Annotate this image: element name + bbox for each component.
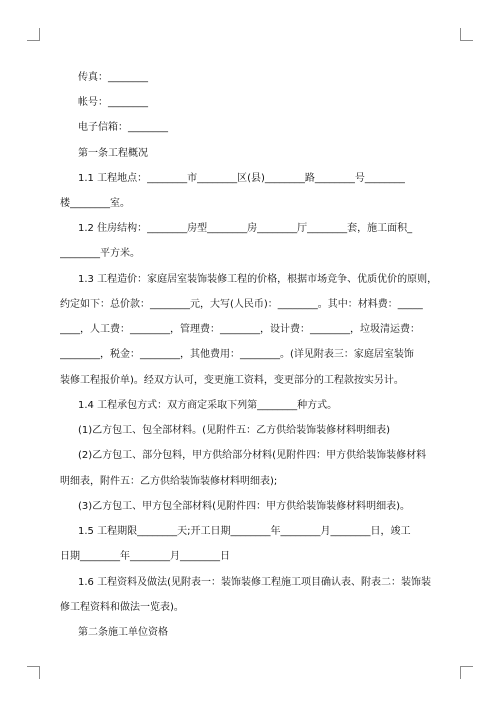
paragraph-line: 1.5 工程期限________天;开工日期________年________月________日，竣工 <box>78 526 411 537</box>
paragraph-line: 楼________室。 <box>60 198 130 209</box>
article-2-heading: 第二条施工单位资格 <box>78 627 168 638</box>
email-line: 电子信箱：________ <box>78 122 168 133</box>
paragraph-line: ________平方米。 <box>60 248 140 259</box>
paragraph-line: 1.3 工程造价：家庭居室装饰装修工程的价格，根据市场竞争、优质优价的原则， <box>78 274 438 285</box>
paragraph-line: 修工程资料和做法一览表)。 <box>60 602 184 613</box>
paragraph-line: 1.6 工程资料及做法(见附表一：装饰装修工程施工项目确认表、附表二：装饰装 <box>78 577 431 588</box>
crop-mark-top-right <box>460 28 473 41</box>
paragraph-line: 1.4 工程承包方式：双方商定采取下列第________种方式。 <box>78 400 338 411</box>
paragraph-line: ________，税金：________，其他费用：________。(详见附表三：家庭居室装饰 <box>60 349 414 360</box>
paragraph-line: 1.2 住房结构：________房型________房________厅________套，施工面积_ <box>78 223 413 234</box>
paragraph-line: (2)乙方包工、部分包料，甲方供给部分材料(见附件四：甲方供给装饰装修材料 <box>78 450 427 461</box>
paragraph-line: 约定如下：总价款：________元，大写(人民币)：________。其中：材料费：_____ <box>60 299 423 310</box>
paragraph-line: 装修工程报价单)。经双方认可，变更施工资料，变更部分的工程款按实另计。 <box>60 375 404 386</box>
paragraph-line: (1)乙方包工、包全部材料。(见附件五：乙方供给装饰装修材料明细表) <box>78 425 390 436</box>
crop-mark-bottom-left <box>27 666 40 679</box>
paragraph-line: 日期________年________月________日 <box>60 551 230 562</box>
crop-mark-bottom-right <box>460 666 473 679</box>
article-1-heading: 第一条工程概况 <box>78 148 148 159</box>
paragraph-line: (3)乙方包工、甲方包全部材料(见附件四：甲方供给装饰装修材料明细表)。 <box>78 501 410 512</box>
paragraph-line: ____，人工费：________，管理费：________，设计费：________，垃圾清运费： <box>60 324 420 335</box>
paragraph-line: 明细表，附件五：乙方供给装饰装修材料明细表); <box>60 476 278 487</box>
account-line: 帐号：________ <box>78 97 148 108</box>
paragraph-line: 1.1 工程地点：________市________区(县)________路________号________ <box>78 173 405 184</box>
crop-mark-top-left <box>27 28 40 41</box>
fax-line: 传真：________ <box>78 72 148 83</box>
